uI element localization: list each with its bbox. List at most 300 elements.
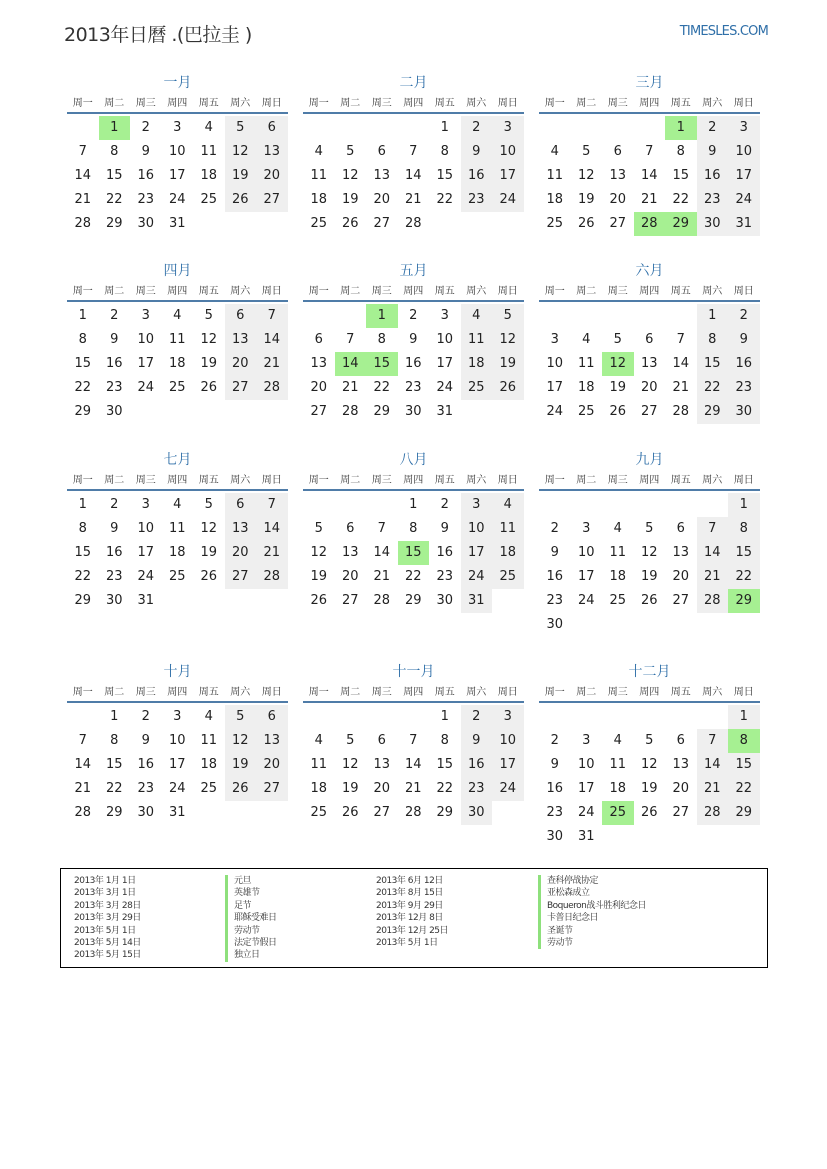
day-cell: 22 [728, 565, 760, 589]
day-cell: 5 [346, 144, 355, 159]
day-cell: 31 [137, 593, 155, 608]
day-cell: 17 [436, 356, 454, 371]
legend-holiday-name: 圣诞节 [538, 925, 646, 937]
day-cell: 20 [256, 753, 288, 777]
month-name: 七月 [163, 452, 192, 468]
month-block [539, 661, 760, 849]
day-cell: 7 [256, 493, 288, 517]
day-cell: 2 [440, 497, 449, 512]
day-cell: 10 [546, 356, 564, 371]
empty-cell [665, 705, 697, 729]
weekday-label: 周四 [403, 687, 424, 698]
day-cell: 16 [404, 356, 422, 371]
weekday-label: 周一 [544, 687, 565, 698]
day-cell: 3 [440, 308, 449, 323]
day-cell: 14 [404, 168, 422, 183]
legend-holiday-name: 卡普日纪念日 [538, 912, 646, 924]
weekday-header [303, 471, 524, 491]
day-cell: 21 [404, 192, 422, 207]
day-cell: 28 [672, 404, 690, 419]
day-cell: 7 [676, 332, 685, 347]
day-cell: 29 [74, 404, 92, 419]
day-cell: 5 [613, 332, 622, 347]
day-cell: 23 [105, 569, 123, 584]
empty-cell [398, 705, 430, 729]
day-cell: 24 [168, 781, 186, 796]
day-cell: 18 [546, 192, 564, 207]
empty-cell [571, 493, 603, 517]
day-cell: 19 [609, 380, 627, 395]
day-grid [303, 304, 524, 424]
weekday-header [539, 683, 760, 703]
empty-cell [67, 116, 99, 140]
weekday-label: 周五 [434, 475, 455, 486]
day-cell: 7 [377, 521, 386, 536]
weekday-label: 周三 [371, 98, 392, 109]
day-cell: 9 [550, 757, 559, 772]
day-cell: 4 [461, 304, 493, 328]
legend-holiday-name: Boqueron战斗胜利纪念日 [538, 900, 646, 912]
day-grid [539, 304, 760, 424]
day-cell: 22 [373, 380, 391, 395]
day-cell: 20 [225, 352, 257, 376]
holiday-day-cell: 15 [398, 541, 430, 565]
empty-cell [634, 493, 666, 517]
day-cell: 25 [609, 593, 627, 608]
holiday-day-cell: 1 [366, 304, 398, 328]
day-cell: 14 [672, 356, 690, 371]
month-name: 五月 [399, 263, 428, 279]
weekday-label: 周六 [466, 98, 487, 109]
day-cell: 24 [168, 192, 186, 207]
day-cell: 16 [546, 569, 564, 584]
day-grid [539, 116, 760, 236]
day-cell: 9 [141, 733, 150, 748]
day-cell: 22 [74, 569, 92, 584]
site-name[interactable]: TIMESLES.COM [679, 24, 768, 39]
day-cell: 16 [436, 545, 454, 560]
day-cell: 6 [225, 304, 257, 328]
day-cell: 14 [256, 517, 288, 541]
holiday-day-cell: 14 [335, 352, 367, 376]
day-cell: 13 [672, 757, 690, 772]
day-cell: 10 [137, 332, 155, 347]
day-cell: 12 [492, 328, 524, 352]
day-cell: 7 [256, 304, 288, 328]
weekday-header [303, 282, 524, 302]
weekday-label: 周五 [434, 98, 455, 109]
day-grid [67, 705, 288, 825]
day-cell: 20 [640, 380, 658, 395]
empty-cell [539, 116, 571, 140]
day-cell: 18 [310, 192, 328, 207]
day-cell: 6 [676, 733, 685, 748]
day-cell: 6 [346, 521, 355, 536]
day-cell: 29 [105, 805, 123, 820]
holiday-day-cell: 29 [665, 212, 697, 236]
weekday-label: 周一 [72, 98, 93, 109]
day-cell: 1 [440, 120, 449, 135]
day-cell: 30 [137, 216, 155, 231]
day-cell: 11 [200, 144, 218, 159]
day-cell: 10 [137, 521, 155, 536]
day-cell: 26 [609, 404, 627, 419]
day-cell: 10 [577, 757, 595, 772]
day-cell: 1 [78, 308, 87, 323]
legend-date: 2013年 3月 1日 [74, 888, 136, 899]
weekday-label: 周二 [576, 98, 597, 109]
day-cell: 8 [697, 328, 729, 352]
day-cell: 3 [582, 521, 591, 536]
day-cell: 17 [461, 541, 493, 565]
weekday-label: 周三 [607, 475, 628, 486]
empty-cell [335, 304, 367, 328]
day-cell: 7 [645, 144, 654, 159]
day-cell: 17 [168, 168, 186, 183]
weekday-label: 周三 [607, 98, 628, 109]
day-cell: 13 [225, 517, 257, 541]
day-cell: 10 [492, 140, 524, 164]
weekday-label: 周日 [733, 98, 754, 109]
day-cell: 10 [461, 517, 493, 541]
day-cell: 30 [137, 805, 155, 820]
weekday-label: 周五 [670, 98, 691, 109]
day-cell: 10 [492, 729, 524, 753]
weekday-header [303, 683, 524, 703]
month-block [303, 260, 524, 424]
day-cell: 17 [728, 164, 760, 188]
day-cell: 16 [461, 164, 493, 188]
day-cell: 9 [461, 140, 493, 164]
day-cell: 3 [141, 308, 150, 323]
day-cell: 29 [105, 216, 123, 231]
weekday-label: 周日 [733, 475, 754, 486]
legend-date: 2013年 5月 1日 [74, 925, 136, 936]
day-cell: 9 [440, 521, 449, 536]
empty-cell [366, 116, 398, 140]
month-block [303, 72, 524, 236]
day-cell: 25 [200, 781, 218, 796]
empty-cell [602, 304, 634, 328]
day-cell: 20 [672, 781, 690, 796]
weekday-label: 周三 [607, 286, 628, 297]
day-cell: 9 [550, 545, 559, 560]
weekday-label: 周六 [702, 687, 723, 698]
weekday-label: 周四 [403, 286, 424, 297]
weekday-label: 周六 [466, 687, 487, 698]
day-cell: 11 [168, 521, 186, 536]
day-cell: 5 [225, 705, 257, 729]
day-cell: 31 [168, 216, 186, 231]
weekday-label: 周日 [733, 286, 754, 297]
day-cell: 13 [256, 140, 288, 164]
day-grid [67, 304, 288, 424]
day-cell: 20 [373, 192, 391, 207]
month-block [539, 72, 760, 236]
day-cell: 2 [728, 304, 760, 328]
day-cell: 27 [225, 565, 257, 589]
day-cell: 28 [697, 589, 729, 613]
empty-cell [602, 705, 634, 729]
day-cell: 10 [436, 332, 454, 347]
day-cell: 31 [436, 404, 454, 419]
day-cell: 2 [550, 733, 559, 748]
day-cell: 19 [341, 781, 359, 796]
weekday-label: 周五 [434, 687, 455, 698]
day-cell: 8 [78, 521, 87, 536]
day-cell: 18 [577, 380, 595, 395]
day-cell: 10 [168, 144, 186, 159]
day-cell: 7 [78, 144, 87, 159]
month-name: 八月 [399, 452, 428, 468]
month-block [67, 661, 288, 825]
day-cell: 23 [404, 380, 422, 395]
empty-cell [634, 116, 666, 140]
empty-cell [665, 493, 697, 517]
day-cell: 25 [310, 805, 328, 820]
day-cell: 15 [105, 757, 123, 772]
day-cell: 13 [373, 168, 391, 183]
day-cell: 2 [461, 705, 493, 729]
day-cell: 2 [697, 116, 729, 140]
empty-cell [665, 304, 697, 328]
day-cell: 2 [461, 116, 493, 140]
holiday-day-cell: 15 [366, 352, 398, 376]
day-cell: 1 [728, 705, 760, 729]
day-cell: 15 [436, 168, 454, 183]
weekday-header [539, 282, 760, 302]
day-cell: 24 [137, 380, 155, 395]
weekday-label: 周二 [340, 286, 361, 297]
day-cell: 2 [550, 521, 559, 536]
day-cell: 27 [672, 593, 690, 608]
weekday-label: 周四 [403, 98, 424, 109]
day-cell: 20 [672, 569, 690, 584]
day-cell: 13 [373, 757, 391, 772]
day-cell: 1 [78, 497, 87, 512]
weekday-label: 周二 [576, 475, 597, 486]
holiday-day-cell: 12 [602, 352, 634, 376]
day-cell: 5 [645, 521, 654, 536]
empty-cell [634, 705, 666, 729]
legend-holiday-name: 足节 [225, 900, 277, 912]
empty-cell [303, 493, 335, 517]
day-cell: 30 [728, 400, 760, 424]
weekday-label: 周二 [104, 98, 125, 109]
legend-date: 2013年 8月 15日 [376, 888, 443, 899]
day-cell: 17 [577, 569, 595, 584]
day-cell: 5 [225, 116, 257, 140]
day-cell: 14 [256, 328, 288, 352]
day-cell: 7 [346, 332, 355, 347]
day-cell: 24 [137, 569, 155, 584]
weekday-label: 周二 [340, 98, 361, 109]
weekday-label: 周四 [167, 687, 188, 698]
day-cell: 26 [225, 777, 257, 801]
day-cell: 5 [204, 497, 213, 512]
day-cell: 30 [697, 212, 729, 236]
day-cell: 28 [697, 801, 729, 825]
day-cell: 12 [310, 545, 328, 560]
day-grid [303, 116, 524, 236]
day-cell: 16 [546, 781, 564, 796]
weekday-header [67, 94, 288, 114]
day-cell: 21 [697, 565, 729, 589]
month-block [67, 260, 288, 424]
day-cell: 6 [256, 705, 288, 729]
day-cell: 30 [546, 829, 564, 844]
legend-holiday-name: 亚松森成立 [538, 887, 646, 899]
day-cell: 27 [373, 216, 391, 231]
day-cell: 19 [310, 569, 328, 584]
day-cell: 28 [373, 593, 391, 608]
day-cell: 9 [110, 332, 119, 347]
empty-cell [303, 304, 335, 328]
weekday-label: 周六 [230, 475, 251, 486]
legend-holiday-name: 劳动节 [225, 925, 277, 937]
weekday-label: 周一 [308, 475, 329, 486]
weekday-label: 周日 [261, 687, 282, 698]
empty-cell [602, 116, 634, 140]
legend-date: 2013年 3月 28日 [74, 900, 141, 911]
legend-date: 2013年 9月 29日 [376, 900, 443, 911]
day-cell: 25 [546, 216, 564, 231]
day-cell: 16 [105, 356, 123, 371]
day-cell: 13 [672, 545, 690, 560]
day-cell: 26 [640, 805, 658, 820]
weekday-label: 周五 [670, 286, 691, 297]
day-cell: 1 [697, 304, 729, 328]
weekday-label: 周六 [230, 687, 251, 698]
weekday-label: 周二 [104, 286, 125, 297]
day-cell: 21 [74, 781, 92, 796]
day-cell: 27 [609, 216, 627, 231]
day-cell: 27 [373, 805, 391, 820]
weekday-header [67, 282, 288, 302]
legend-date: 2013年 12月 8日 [376, 913, 443, 924]
legend-left-dates [74, 875, 141, 962]
weekday-label: 周二 [576, 286, 597, 297]
day-cell: 4 [550, 144, 559, 159]
day-cell: 18 [461, 352, 493, 376]
empty-cell [335, 705, 367, 729]
day-cell: 22 [74, 380, 92, 395]
holiday-day-cell: 8 [728, 729, 760, 753]
day-cell: 14 [697, 541, 729, 565]
day-cell: 29 [436, 805, 454, 820]
day-cell: 20 [341, 569, 359, 584]
empty-cell [335, 493, 367, 517]
day-cell: 22 [728, 777, 760, 801]
day-cell: 25 [200, 192, 218, 207]
day-cell: 4 [613, 733, 622, 748]
empty-cell [539, 304, 571, 328]
day-cell: 27 [310, 404, 328, 419]
empty-cell [67, 705, 99, 729]
day-cell: 3 [492, 116, 524, 140]
legend-date: 2013年 5月 1日 [376, 937, 438, 948]
legend-holiday-name: 查科停战协定 [538, 875, 646, 887]
day-grid [303, 705, 524, 825]
day-cell: 31 [577, 829, 595, 844]
weekday-label: 周五 [198, 98, 219, 109]
day-cell: 30 [105, 593, 123, 608]
day-cell: 26 [577, 216, 595, 231]
weekday-label: 周二 [576, 687, 597, 698]
day-cell: 6 [314, 332, 323, 347]
month-name: 十一月 [392, 664, 435, 680]
day-cell: 4 [613, 521, 622, 536]
month-name: 十月 [163, 664, 192, 680]
holiday-day-cell: 25 [602, 801, 634, 825]
month-name: 九月 [635, 452, 664, 468]
day-cell: 6 [377, 733, 386, 748]
month-name: 六月 [635, 263, 664, 279]
day-cell: 3 [728, 116, 760, 140]
day-cell: 8 [728, 517, 760, 541]
day-cell: 28 [256, 376, 288, 400]
holiday-day-cell: 29 [728, 589, 760, 613]
day-cell: 15 [728, 753, 760, 777]
day-cell: 19 [200, 356, 218, 371]
day-cell: 9 [728, 328, 760, 352]
weekday-label: 周四 [639, 687, 660, 698]
weekday-label: 周三 [371, 687, 392, 698]
day-cell: 24 [436, 380, 454, 395]
day-cell: 24 [728, 188, 760, 212]
day-cell: 12 [200, 521, 218, 536]
empty-cell [697, 493, 729, 517]
month-name: 四月 [163, 263, 192, 279]
empty-cell [634, 304, 666, 328]
day-cell: 3 [582, 733, 591, 748]
weekday-label: 周六 [702, 286, 723, 297]
day-cell: 11 [310, 757, 328, 772]
day-cell: 21 [640, 192, 658, 207]
day-cell: 29 [373, 404, 391, 419]
day-cell: 28 [404, 216, 422, 231]
day-cell: 27 [256, 188, 288, 212]
day-cell: 11 [461, 328, 493, 352]
day-cell: 17 [168, 757, 186, 772]
day-grid [67, 116, 288, 236]
day-cell: 22 [436, 192, 454, 207]
day-cell: 28 [74, 805, 92, 820]
day-cell: 19 [225, 753, 257, 777]
empty-cell [398, 116, 430, 140]
day-cell: 11 [200, 733, 218, 748]
day-grid [67, 493, 288, 613]
empty-cell [539, 493, 571, 517]
month-name: 一月 [163, 75, 192, 91]
day-cell: 24 [492, 188, 524, 212]
day-cell: 8 [110, 144, 119, 159]
weekday-label: 周四 [639, 475, 660, 486]
day-cell: 25 [577, 404, 595, 419]
day-cell: 20 [373, 781, 391, 796]
day-cell: 9 [697, 140, 729, 164]
weekday-label: 周二 [340, 687, 361, 698]
weekday-label: 周二 [104, 475, 125, 486]
weekday-label: 周一 [308, 98, 329, 109]
weekday-label: 周三 [371, 286, 392, 297]
weekday-label: 周一 [72, 475, 93, 486]
day-cell: 15 [697, 352, 729, 376]
day-cell: 9 [110, 521, 119, 536]
legend-date: 2013年 3月 29日 [74, 913, 141, 924]
day-cell: 17 [137, 545, 155, 560]
day-cell: 25 [310, 216, 328, 231]
